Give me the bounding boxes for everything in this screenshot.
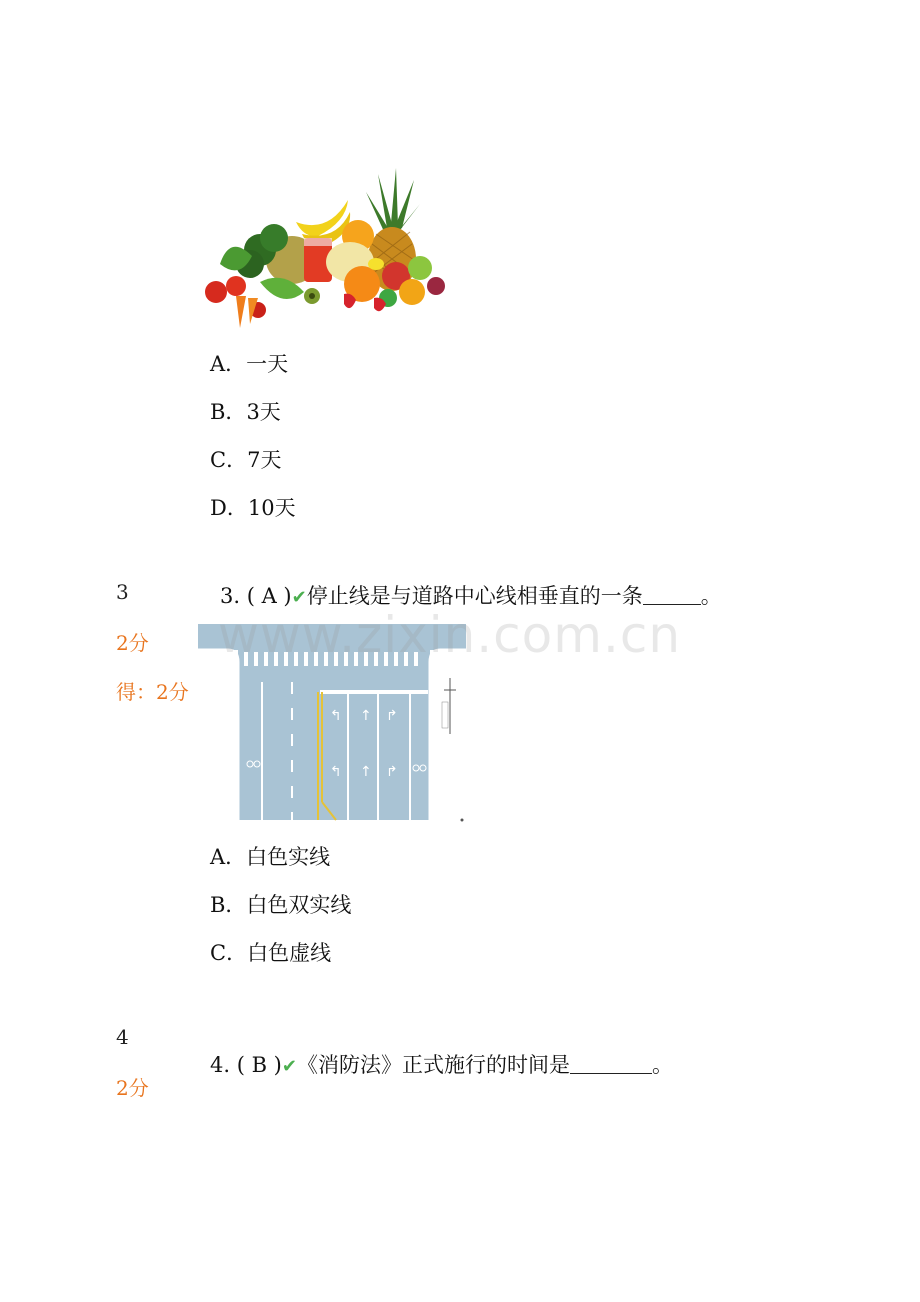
option-b[interactable] <box>210 893 351 917</box>
option-a[interactable] <box>210 352 288 376</box>
option-letter: B． <box>210 893 247 917</box>
option-c[interactable] <box>210 941 331 965</box>
option-letter: C． <box>210 448 248 472</box>
option-text: 7天 <box>247 448 282 472</box>
svg-text:↰: ↰ <box>330 708 342 724</box>
svg-text:↑: ↑ <box>360 764 372 780</box>
question-points: 2分 <box>116 631 149 655</box>
question-number: 3 <box>116 580 129 604</box>
question-suffix: 。 <box>700 584 722 608</box>
svg-text:↱: ↱ <box>386 708 398 724</box>
option-letter: D． <box>210 496 248 520</box>
svg-text:↱: ↱ <box>386 764 398 780</box>
option-text: 白色实线 <box>246 845 331 869</box>
option-text: 3天 <box>246 400 281 424</box>
watermark: www.zixin.com.cn <box>218 606 682 664</box>
option-c[interactable] <box>210 448 281 472</box>
svg-text:↑: ↑ <box>360 708 372 724</box>
option-letter: C． <box>210 941 248 965</box>
question-number: 4 <box>116 1025 129 1049</box>
option-a[interactable] <box>210 845 330 869</box>
svg-text:↰: ↰ <box>330 764 342 780</box>
question-suffix: 。 <box>651 1053 673 1077</box>
answer-blank <box>643 584 701 605</box>
option-letter: B． <box>210 400 247 424</box>
check-icon: ✔ <box>291 587 307 608</box>
option-letter: A． <box>210 352 247 376</box>
question-body: 停止线是与道路中心线相垂直的一条 <box>306 584 643 608</box>
answer-blank <box>570 1053 652 1074</box>
check-icon: ✔ <box>281 1056 297 1077</box>
fruit-vegetable-image <box>200 164 450 332</box>
option-text: 一天 <box>246 352 289 376</box>
option-text: 白色双实线 <box>246 893 352 917</box>
question-body: 《消防法》正式施行的时间是 <box>296 1053 570 1077</box>
option-letter: A． <box>210 845 247 869</box>
question-points: 2分 <box>116 1076 149 1100</box>
question-prefix: 4. ( B ) <box>210 1053 282 1077</box>
option-b[interactable] <box>210 400 281 424</box>
question-score: 得：2分 <box>116 680 189 704</box>
question-prefix: 3. ( A ) <box>220 584 292 608</box>
question-4-text <box>210 1049 673 1079</box>
option-text: 白色虚线 <box>247 941 332 965</box>
option-text: 10天 <box>247 496 296 520</box>
option-d[interactable] <box>210 496 296 520</box>
